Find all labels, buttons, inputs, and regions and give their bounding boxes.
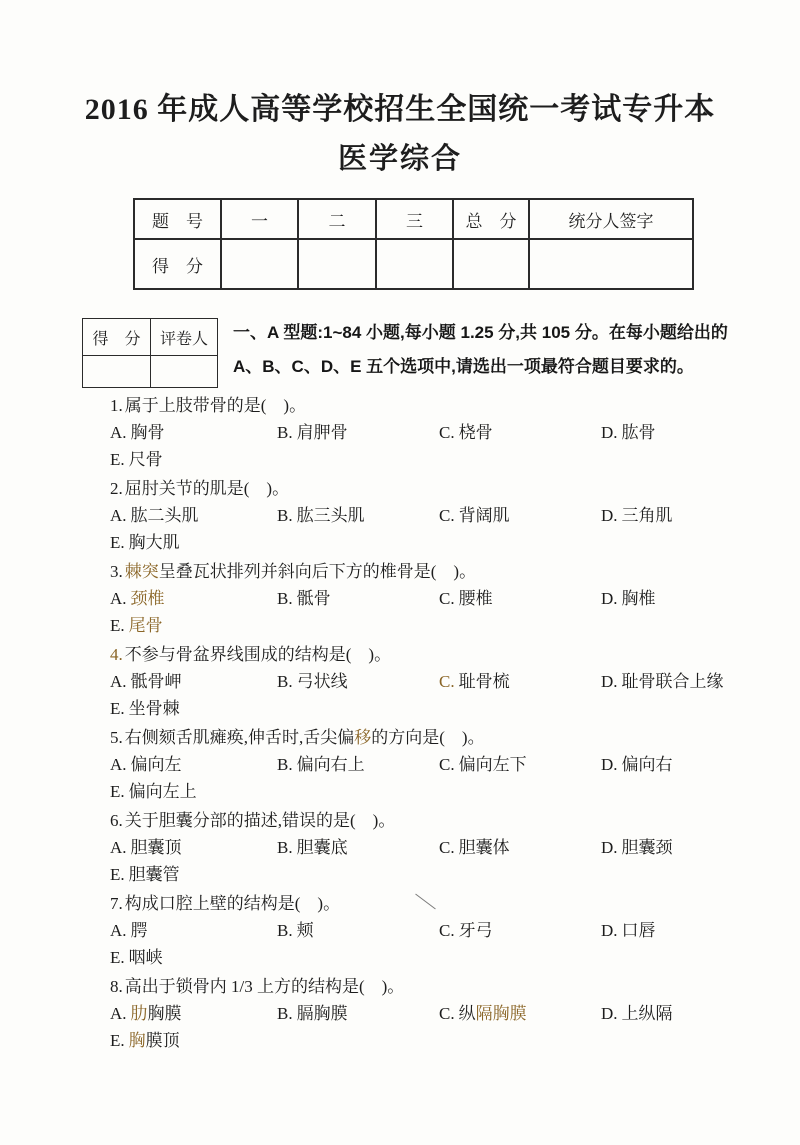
question-option-e-line — [110, 612, 760, 639]
question-stem: 5. 右侧颏舌肌瘫痪,伸舌时,舌尖偏移的方向是( )。 — [110, 728, 485, 747]
option-text: 胸大肌 — [128, 533, 180, 552]
option-text: 胆囊体 — [458, 838, 510, 857]
option-text: 上纵隔 — [621, 1004, 673, 1023]
option-label: D. — [601, 672, 618, 691]
question-options-row — [110, 502, 760, 529]
option-text: 肱二头肌 — [130, 506, 199, 525]
exam-title — [0, 84, 800, 177]
option-text: 肱骨 — [621, 423, 656, 442]
option-label: A. — [110, 921, 127, 940]
question-stem: 2. 屈肘关节的肌是( )。 — [110, 479, 290, 498]
option-c — [439, 668, 601, 695]
option-text: 纵隔胸膜 — [458, 1004, 527, 1023]
question-4 — [110, 641, 760, 722]
option-label: E. — [110, 865, 125, 884]
option-b — [277, 585, 439, 612]
exam-title-line2: 医学综合 — [337, 143, 462, 175]
option-text: 口唇 — [621, 921, 656, 940]
question-list — [110, 392, 760, 1056]
option-label: E. — [110, 450, 125, 469]
option-text: 颊 — [296, 921, 314, 940]
score-cell-empty — [298, 239, 376, 289]
question-6 — [110, 807, 760, 888]
option-text: 胆囊底 — [296, 838, 348, 857]
score-cell-empty — [453, 239, 529, 289]
option-label: D. — [601, 755, 618, 774]
question-options-row — [110, 751, 760, 778]
option-e — [110, 695, 760, 722]
grader-cell-empty — [83, 356, 151, 388]
option-text: 偏向左下 — [458, 755, 527, 774]
option-label: A. — [110, 755, 127, 774]
score-cell-empty — [221, 239, 298, 289]
option-b — [277, 917, 439, 944]
option-text: 胆囊颈 — [621, 838, 673, 857]
question-stem: 8. 高出于锁骨内 1/3 上方的结构是( )。 — [110, 977, 405, 996]
option-label: A. — [110, 589, 127, 608]
option-label: A. — [110, 506, 127, 525]
option-a — [110, 585, 277, 612]
question-stem: 3. 棘突呈叠瓦状排列并斜向后下方的椎骨是( )。 — [110, 562, 477, 581]
option-text: 弓状线 — [296, 672, 348, 691]
option-label: E. — [110, 782, 125, 801]
option-text: 尾骨 — [128, 616, 163, 635]
option-d — [601, 668, 760, 695]
option-d — [601, 1000, 760, 1027]
question-8 — [110, 973, 760, 1054]
score-cell-empty — [529, 239, 693, 289]
grader-box-grader-label: 评卷人 — [151, 319, 218, 356]
option-label: D. — [601, 423, 618, 442]
question-3 — [110, 558, 760, 639]
question-number: 1. — [110, 396, 123, 415]
option-label: C. — [439, 423, 455, 442]
option-a — [110, 917, 277, 944]
option-a — [110, 751, 277, 778]
option-label: B. — [277, 838, 293, 857]
option-label: B. — [277, 423, 293, 442]
grader-box-blank-row — [83, 356, 218, 388]
header-total-score: 总 分 — [453, 199, 529, 239]
question-option-e-line — [110, 861, 760, 888]
header-scorer-signature: 统分人签字 — [529, 199, 693, 239]
question-5 — [110, 724, 760, 805]
option-a — [110, 502, 277, 529]
option-text: 耻骨梳 — [458, 672, 510, 691]
option-b — [277, 668, 439, 695]
option-label: E. — [110, 1031, 125, 1050]
question-options-row — [110, 419, 760, 446]
grader-box-score-label: 得 分 — [83, 319, 151, 356]
option-text: 胆囊顶 — [130, 838, 182, 857]
option-text: 腰椎 — [458, 589, 493, 608]
option-d — [601, 834, 760, 861]
option-d — [601, 917, 760, 944]
question-option-e-line — [110, 944, 760, 971]
question-number: 2. — [110, 479, 123, 498]
option-label: C. — [439, 921, 455, 940]
question-stem: 4. 不参与骨盆界线围成的结构是( )。 — [110, 645, 392, 664]
option-text: 咽峡 — [128, 948, 163, 967]
option-text: 桡骨 — [458, 423, 493, 442]
option-label: B. — [277, 921, 293, 940]
grader-box-header-row — [83, 319, 218, 356]
option-label: D. — [601, 838, 618, 857]
question-stem: 1. 属于上肢带骨的是( )。 — [110, 396, 307, 415]
option-b — [277, 1000, 439, 1027]
option-label: B. — [277, 755, 293, 774]
option-label: E. — [110, 616, 125, 635]
option-label: D. — [601, 589, 618, 608]
option-text: 背阔肌 — [458, 506, 510, 525]
option-label: E. — [110, 699, 125, 718]
question-option-e-line — [110, 529, 760, 556]
option-a — [110, 419, 277, 446]
option-label: B. — [277, 589, 293, 608]
option-c — [439, 585, 601, 612]
option-text: 偏向左 — [130, 755, 182, 774]
option-text: 偏向右 — [621, 755, 673, 774]
section-instructions-line2: A、B、C、D、E 五个选项中,请选出一项最符合题目要求的。 — [233, 357, 694, 376]
option-text: 三角肌 — [621, 506, 673, 525]
option-b — [277, 419, 439, 446]
option-b — [277, 834, 439, 861]
question-option-e-line — [110, 778, 760, 805]
grader-box — [82, 318, 218, 388]
option-label: E. — [110, 948, 125, 967]
header-section-2: 二 — [298, 199, 376, 239]
option-text: 骶骨岬 — [130, 672, 182, 691]
option-e — [110, 861, 760, 888]
option-text: 膈胸膜 — [296, 1004, 348, 1023]
question-number: 7. — [110, 894, 123, 913]
option-text: 坐骨棘 — [128, 699, 180, 718]
option-c — [439, 1000, 601, 1027]
option-text: 胸膜顶 — [128, 1031, 180, 1050]
option-text: 胸椎 — [621, 589, 656, 608]
question-number: 5. — [110, 728, 123, 747]
option-label: C. — [439, 672, 455, 691]
option-c — [439, 419, 601, 446]
option-c — [439, 502, 601, 529]
option-text: 肱三头肌 — [296, 506, 365, 525]
question-options-row — [110, 1000, 760, 1027]
option-text: 肩胛骨 — [296, 423, 348, 442]
option-label: D. — [601, 921, 618, 940]
option-label: B. — [277, 506, 293, 525]
option-text: 腭 — [130, 921, 148, 940]
option-e — [110, 612, 760, 639]
grader-cell-empty — [151, 356, 218, 388]
option-text: 偏向右上 — [296, 755, 365, 774]
question-stem: 7. 构成口腔上壁的结构是( )。 — [110, 894, 341, 913]
option-label: C. — [439, 755, 455, 774]
header-question-no: 题 号 — [134, 199, 221, 239]
option-d — [601, 585, 760, 612]
option-a — [110, 668, 277, 695]
question-7 — [110, 890, 760, 971]
question-options-row — [110, 834, 760, 861]
score-table-header-row — [134, 199, 693, 239]
option-label: C. — [439, 506, 455, 525]
question-number: 4. — [110, 645, 123, 664]
question-1 — [110, 392, 760, 473]
question-options-row — [110, 917, 760, 944]
header-section-3: 三 — [376, 199, 453, 239]
option-text: 胸骨 — [130, 423, 165, 442]
question-2 — [110, 475, 760, 556]
option-e — [110, 778, 760, 805]
option-d — [601, 419, 760, 446]
option-b — [277, 751, 439, 778]
question-number: 6. — [110, 811, 123, 830]
section-instructions-line1: 一、A 型题:1~84 小题,每小题 1.25 分,共 105 分。在每小题给出的 — [233, 323, 728, 342]
option-e — [110, 1027, 760, 1054]
option-label: A. — [110, 1004, 127, 1023]
option-d — [601, 751, 760, 778]
option-c — [439, 917, 601, 944]
option-a — [110, 834, 277, 861]
option-d — [601, 502, 760, 529]
option-e — [110, 446, 760, 473]
question-options-row — [110, 585, 760, 612]
question-option-e-line — [110, 446, 760, 473]
option-c — [439, 751, 601, 778]
option-e — [110, 944, 760, 971]
question-number: 8. — [110, 977, 123, 996]
option-label: B. — [277, 1004, 293, 1023]
option-a — [110, 1000, 277, 1027]
score-summary-table — [133, 198, 694, 290]
score-table-score-row — [134, 239, 693, 289]
option-label: B. — [277, 672, 293, 691]
option-label: C. — [439, 1004, 455, 1023]
question-option-e-line — [110, 695, 760, 722]
option-label: A. — [110, 672, 127, 691]
score-cell-empty — [376, 239, 453, 289]
option-text: 肋胸膜 — [130, 1004, 182, 1023]
question-option-e-line — [110, 1027, 760, 1054]
option-label: C. — [439, 838, 455, 857]
option-c — [439, 834, 601, 861]
question-stem: 6. 关于胆囊分部的描述,错误的是( )。 — [110, 811, 396, 830]
option-label: A. — [110, 838, 127, 857]
option-e — [110, 529, 760, 556]
option-text: 尺骨 — [128, 450, 163, 469]
option-label: D. — [601, 1004, 618, 1023]
option-text: 胆囊管 — [128, 865, 180, 884]
option-text: 颈椎 — [130, 589, 165, 608]
option-label: A. — [110, 423, 127, 442]
option-text: 偏向左上 — [128, 782, 197, 801]
option-label: E. — [110, 533, 125, 552]
option-text: 骶骨 — [296, 589, 331, 608]
exam-title-line1: 2016 年成人高等学校招生全国统一考试专升本 — [84, 93, 716, 126]
score-row-label: 得 分 — [134, 239, 221, 289]
option-text: 牙弓 — [458, 921, 493, 940]
option-text: 耻骨联合上缘 — [621, 672, 724, 691]
section-instructions — [233, 316, 757, 384]
option-label: D. — [601, 506, 618, 525]
question-options-row — [110, 668, 760, 695]
question-number: 3. — [110, 562, 123, 581]
header-section-1: 一 — [221, 199, 298, 239]
option-b — [277, 502, 439, 529]
option-label: C. — [439, 589, 455, 608]
